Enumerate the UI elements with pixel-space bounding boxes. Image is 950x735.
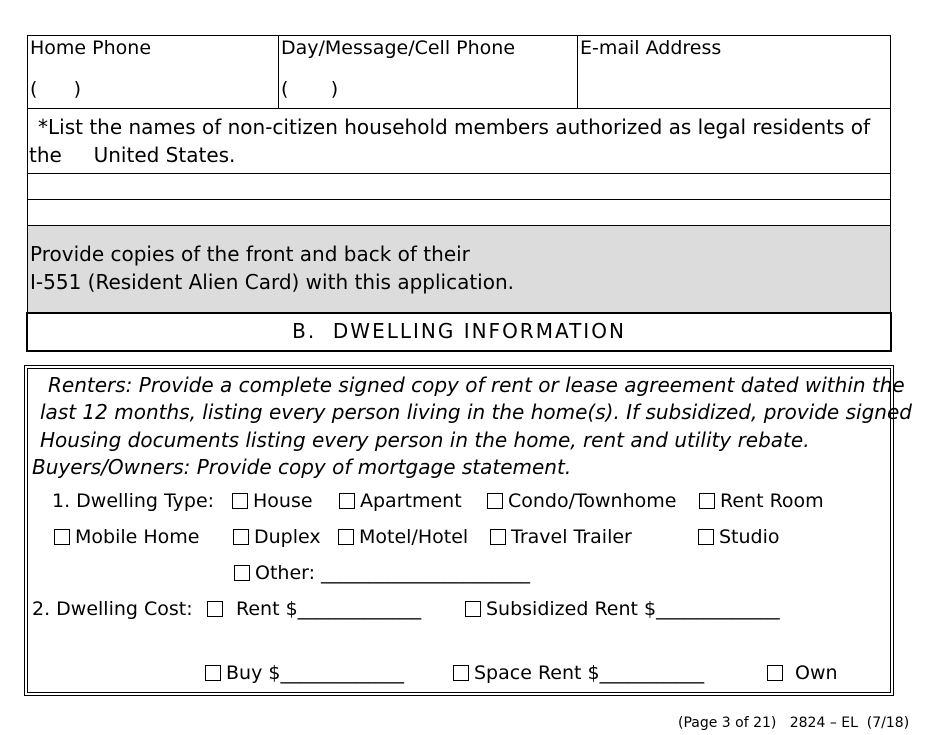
- dwelling-type-studio[interactable]: Studio: [698, 528, 780, 547]
- non-citizen-name-row-1[interactable]: [27, 173, 891, 200]
- checkbox-icon[interactable]: [338, 529, 354, 545]
- dwelling-type-mobile-home[interactable]: Mobile Home: [54, 528, 199, 547]
- checkbox-icon[interactable]: [487, 493, 503, 509]
- dwelling-type-other[interactable]: Other: ______________________: [234, 564, 530, 583]
- day-phone-label: Day/Message/Cell Phone: [281, 37, 516, 59]
- home-phone-label: Home Phone: [30, 37, 152, 59]
- dwelling-cost-own[interactable]: Own: [767, 664, 838, 683]
- email-label: E-mail Address: [580, 37, 722, 59]
- dwelling-type-motel-hotel[interactable]: Motel/Hotel: [338, 528, 468, 547]
- dwelling-cost-buy[interactable]: Buy $_____________: [205, 664, 404, 683]
- buyers-instruction: Buyers/Owners: Provide copy of mortgage statement.: [32, 455, 572, 479]
- checkbox-icon[interactable]: [54, 529, 70, 545]
- non-citizen-name-row-2[interactable]: [27, 199, 891, 226]
- checkbox-icon[interactable]: [453, 665, 469, 681]
- copies-note-block: [27, 225, 891, 313]
- page-footer: (Page 3 of 21) 2824 – EL (7/18): [678, 715, 910, 731]
- non-citizen-instruction-2: the United States.: [29, 143, 236, 167]
- section-b-title: B. DWELLING INFORMATION: [292, 319, 626, 343]
- dwelling-type-duplex[interactable]: Duplex: [233, 528, 321, 547]
- contact-divider-2: [577, 35, 578, 109]
- dwelling-cost-rent[interactable]: Rent $_____________: [207, 600, 421, 619]
- checkbox-icon[interactable]: [699, 493, 715, 509]
- dwelling-type-condo-townhome[interactable]: Condo/Townhome: [487, 492, 676, 511]
- checkbox-icon[interactable]: [767, 665, 783, 681]
- copies-note-line-2: I-551 (Resident Alien Card) with this application.: [30, 270, 515, 294]
- dwelling-type-label: 1. Dwelling Type:: [52, 490, 215, 512]
- checkbox-icon[interactable]: [234, 565, 250, 581]
- checkbox-icon[interactable]: [698, 529, 714, 545]
- home-phone-field[interactable]: ( ): [30, 78, 82, 100]
- non-citizen-instruction-1: *List the names of non-citizen household members authorized as legal residents of: [38, 115, 871, 139]
- checkbox-icon[interactable]: [205, 665, 221, 681]
- copies-note-line-1: Provide copies of the front and back of their: [30, 242, 470, 266]
- dwelling-cost-label: 2. Dwelling Cost:: [32, 598, 193, 620]
- checkbox-icon[interactable]: [233, 529, 249, 545]
- renters-instruction-1: Renters: Provide a complete signed copy of rent or lease agreement dated within the: [48, 373, 905, 397]
- email-field[interactable]: [580, 64, 885, 104]
- dwelling-type-house[interactable]: House: [232, 492, 313, 511]
- checkbox-icon[interactable]: [465, 601, 481, 617]
- renters-instruction-3: Housing documents listing every person in the home, rent and utility rebate.: [40, 428, 810, 452]
- dwelling-type-travel-trailer[interactable]: Travel Trailer: [490, 528, 632, 547]
- dwelling-cost-subsidized-rent[interactable]: Subsidized Rent $_____________: [465, 600, 780, 619]
- dwelling-type-rent-room[interactable]: Rent Room: [699, 492, 824, 511]
- checkbox-icon[interactable]: [490, 529, 506, 545]
- checkbox-icon[interactable]: [339, 493, 355, 509]
- renters-instruction-2: last 12 months, listing every person living in the home(s). If subsidized, provide signed: [40, 400, 912, 424]
- dwelling-type-apartment[interactable]: Apartment: [339, 492, 462, 511]
- day-phone-field[interactable]: ( ): [281, 78, 339, 100]
- checkbox-icon[interactable]: [207, 601, 223, 617]
- checkbox-icon[interactable]: [232, 493, 248, 509]
- dwelling-cost-space-rent[interactable]: Space Rent $___________: [453, 664, 704, 683]
- contact-divider-1: [278, 35, 279, 109]
